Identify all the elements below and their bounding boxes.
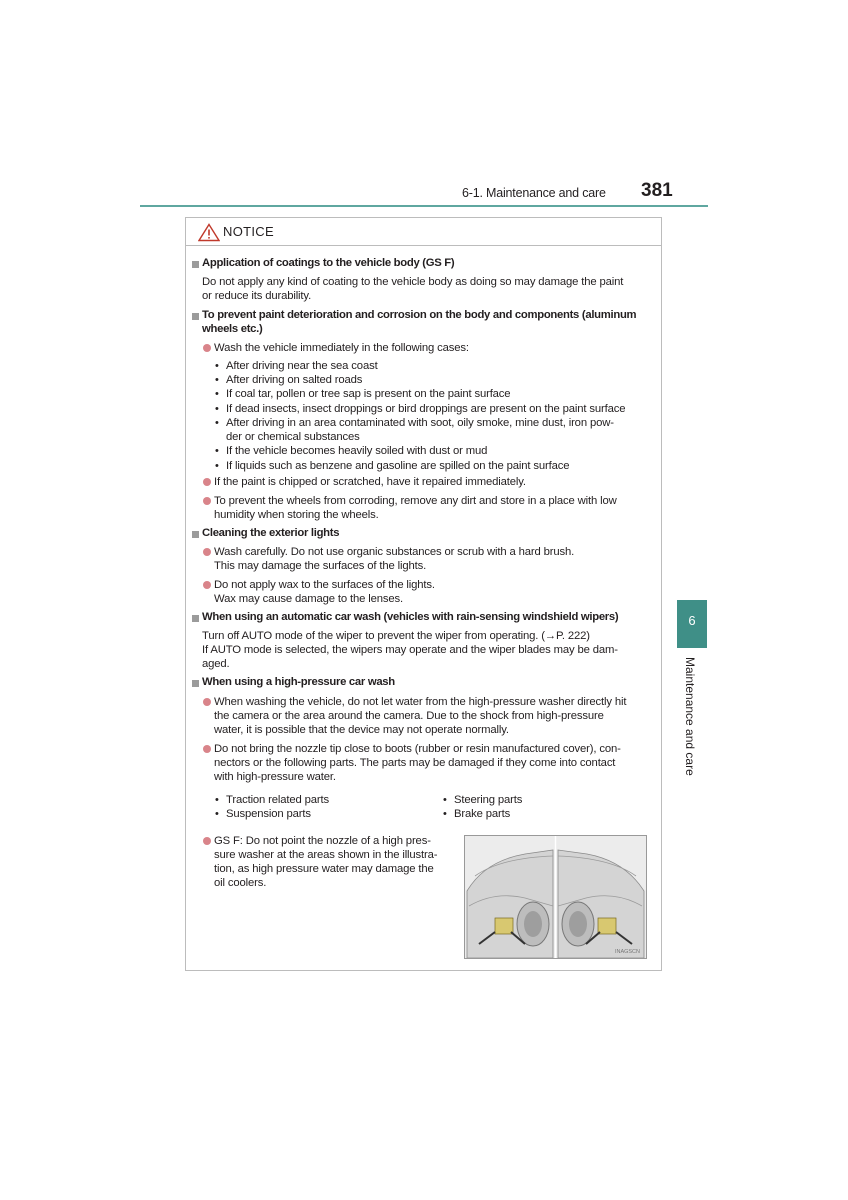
list-item: Traction related parts	[226, 794, 330, 806]
list-item: If liquids such as benzene and gasoline are spilled on the paint surface	[226, 460, 570, 472]
notice-header	[186, 218, 661, 246]
list-item: Suspension parts	[226, 808, 311, 820]
body-text: Wash carefully. Do not use organic substances or scrub with a hard brush.	[214, 546, 575, 558]
list-item: Brake parts	[454, 808, 511, 820]
page-number: 381	[641, 180, 673, 201]
list-item: After driving near the sea coast	[226, 360, 378, 372]
body-text: Do not apply any kind of coating to the vehicle body as doing so may damage the paint	[202, 276, 624, 288]
body-text: Wash the vehicle immediately in the following cases:	[214, 342, 469, 354]
item-bullet	[203, 478, 211, 486]
body-text: When washing the vehicle, do not let water from the high-pressure washer directly hit	[214, 696, 627, 708]
body-text: If the paint is chipped or scratched, have it repaired immediately.	[214, 476, 526, 488]
chapter-label: Maintenance and care	[683, 657, 697, 776]
body-text: Wax may cause damage to the lenses.	[214, 593, 403, 605]
body-text: or reduce its durability.	[202, 290, 312, 302]
item-bullet	[203, 344, 211, 352]
body-text: This may damage the surfaces of the lights.	[214, 560, 427, 572]
header-divider	[140, 205, 708, 207]
chapter-tab: 6	[677, 600, 707, 648]
list-item: If dead insects, insect droppings or bird droppings are present on the paint surface	[226, 403, 626, 415]
body-text: Do not bring the nozzle tip close to boots (rubber or resin manufactured cover), con-	[214, 743, 621, 755]
illustration-code: INAGSCN	[614, 949, 640, 955]
body-text: humidity when storing the wheels.	[214, 509, 379, 521]
body-text: To prevent the wheels from corroding, remove any dirt and store in a place with low	[214, 495, 617, 507]
section-heading: Cleaning the exterior lights	[202, 527, 340, 539]
section-heading: Application of coatings to the vehicle body (GS F)	[202, 257, 455, 269]
body-text: oil coolers.	[214, 877, 267, 889]
section-title: 6-1. Maintenance and care	[462, 186, 606, 200]
section-heading: When using an automatic car wash (vehicles with rain-sensing windshield wipers)	[202, 611, 619, 623]
list-item: If coal tar, pollen or tree sap is present on the paint surface	[226, 388, 511, 400]
body-text: nectors or the following parts. The parts may be damaged if they come into contact	[214, 757, 616, 769]
section-bullet	[192, 261, 199, 268]
body-text: aged.	[202, 658, 230, 670]
section-heading: When using a high-pressure car wash	[202, 676, 395, 688]
section-bullet	[192, 680, 199, 687]
section-bullet	[192, 313, 199, 320]
list-item: After driving in an area contaminated with soot, oily smoke, mine dust, iron pow-	[226, 417, 614, 429]
notice-box: NOTICE Application of coatings to the vehicle body (GS F) Do not apply any kind of coating to the vehicle body as doing so may damage the paint or reduce its durability. To prevent paint deterioration and corrosion on the body and components (aluminum wheels etc.) Wash the vehicle immediately in the following cases: • After driving near the sea coast • After driving on salted roads • If coal tar, pollen or tree sap is present on the paint surface • If dead insects, insect droppings or bird droppings are present on the paint surface • After driving in an area contaminated with soot, oily smoke, mine dust, iron pow- der or chemical substances • If the vehicle becomes heavily soiled with dust or mud • If liquids such as benzene and gasoline are spilled on the paint surface If the paint is chipped or scratched, have it repaired immediately. To prevent the wheels from corroding, remove any dirt and store in a place with low humidity when storing the wheels. Cleaning the exterior lights Wash carefully. Do not use organic substances or scrub with a hard brush. This may damage the surfaces of the lights. Do not apply wax to the surfaces of the lights. Wax may cause damage to the lenses. When using an automatic car wash (vehicles with rain-sensing windshield wipers) Turn off AUTO mode of the wiper to prevent the wiper from operating. (→P. 222) If AUTO mode is selected, the wipers may operate and the wiper blades may be dam- aged. When using a high-pressure car wash When washing the vehicle, do not let water from the high-pressure washer directly hit the camera or the area around the camera. Due to the shock from high-pressure water, it is possible that the device may not operate normally. Do not bring the nozzle tip close to boots (rubber or resin manufactured cover), con- nectors or the following parts. The parts may be damaged if they come into contact with high-pressure water. • Traction related parts • Suspension parts • Steering parts • Brake parts GS F: Do not point the nozzle of a high pres- sure washer at the areas shown in the illustra- tion, as high pressure water may damage the oil coolers. INAGSCN	[185, 217, 662, 971]
item-bullet	[203, 745, 211, 753]
body-text: tion, as high pressure water may damage the	[214, 863, 434, 875]
section-heading: wheels etc.)	[202, 323, 263, 335]
section-heading: To prevent paint deterioration and corrosion on the body and components (aluminum	[202, 309, 637, 321]
item-bullet	[203, 548, 211, 556]
body-text: Turn off AUTO mode of the wiper to prevent the wiper from operating. (→P. 222)	[202, 630, 590, 642]
list-item: der or chemical substances	[226, 431, 360, 443]
item-bullet	[203, 837, 211, 845]
warning-icon	[198, 223, 220, 242]
section-bullet	[192, 531, 199, 538]
item-bullet	[203, 581, 211, 589]
body-text: water, it is possible that the device may not operate normally.	[214, 724, 509, 736]
list-item: Steering parts	[454, 794, 523, 806]
list-item: After driving on salted roads	[226, 374, 363, 386]
body-text: sure washer at the areas shown in the illustra-	[214, 849, 438, 861]
body-text: If AUTO mode is selected, the wipers may operate and the wiper blades may be dam-	[202, 644, 618, 656]
body-text: GS F: Do not point the nozzle of a high pres-	[214, 835, 431, 847]
body-text: with high-pressure water.	[214, 771, 336, 783]
notice-title: NOTICE	[223, 224, 274, 239]
car-illustration	[464, 835, 647, 959]
item-bullet	[203, 497, 211, 505]
body-text: the camera or the area around the camera. Due to the shock from high-pressure	[214, 710, 604, 722]
body-text: Do not apply wax to the surfaces of the lights.	[214, 579, 435, 591]
item-bullet	[203, 698, 211, 706]
list-item: If the vehicle becomes heavily soiled with dust or mud	[226, 445, 488, 457]
section-bullet	[192, 615, 199, 622]
car-drawing	[465, 836, 646, 958]
